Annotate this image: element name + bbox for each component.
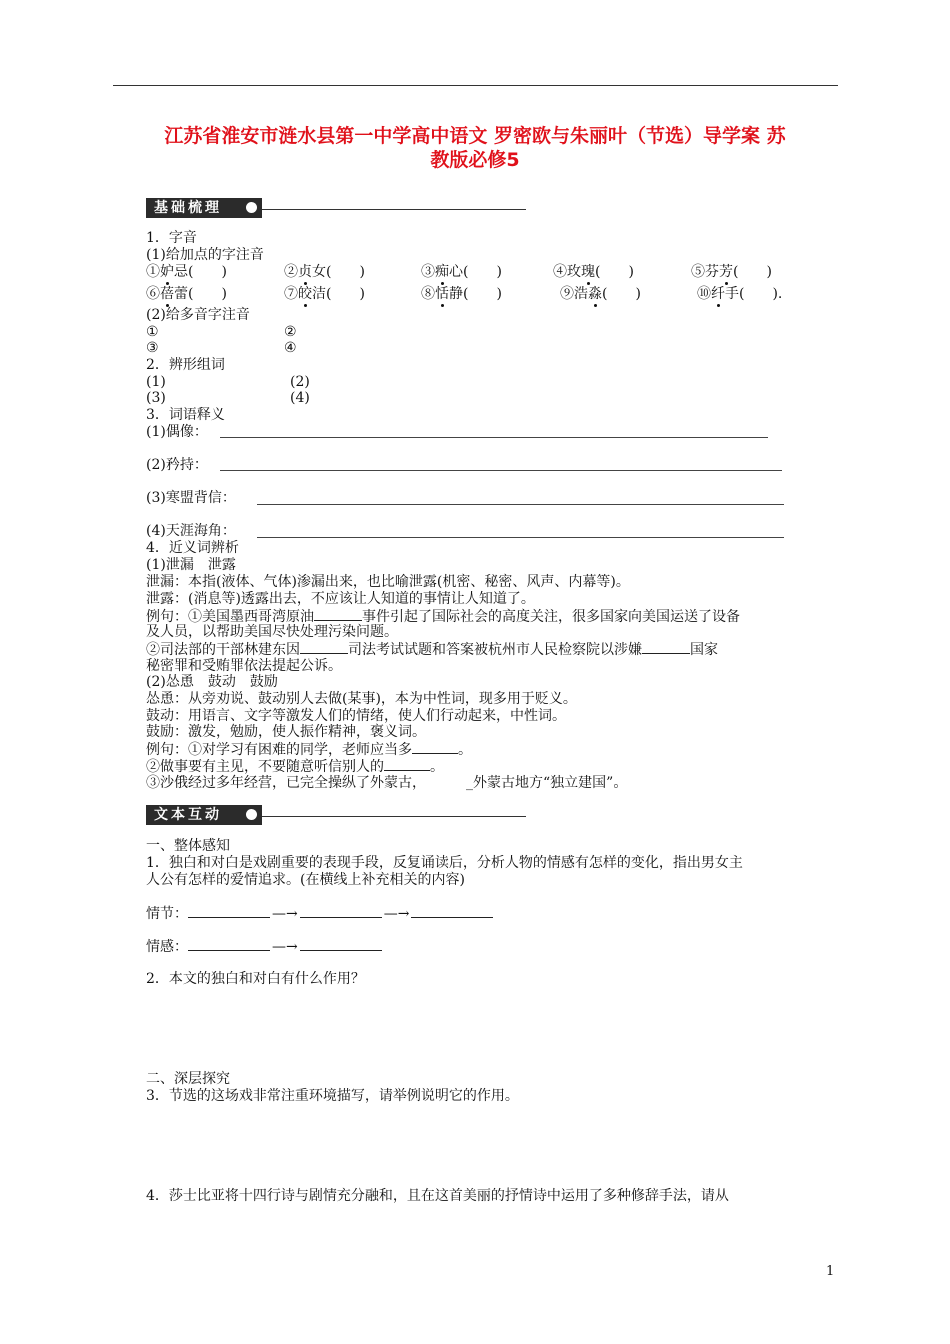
polyphone-1: ① xyxy=(146,324,159,340)
example-1: 例句：①美国墨西哥湾原油 事件引起了国际社会的高度关注，很多国家向美国运送了设备 xyxy=(146,609,740,625)
example-5: ③沙俄经过多年经营，已完全操纵了外蒙古， _外蒙古地方“独立建国”。 xyxy=(146,775,628,791)
definition-songyong: 怂恿：从旁劝说、鼓动别人去做(某事)，本为中性词，现多用于贬义。 xyxy=(146,691,577,707)
polyphone-3: ③ xyxy=(146,340,159,356)
emotion-blank-2[interactable] xyxy=(300,938,382,951)
blank[interactable] xyxy=(300,641,348,654)
char-item-9: ⑨浩淼( ) xyxy=(560,286,641,302)
char-item-6: ⑥蓓蕾( ) xyxy=(146,286,227,302)
definition-xielou-1: 泄漏：本指(液体、气体)渗漏出来，也比喻泄露(机密、秘密、风声、内幕等)。 xyxy=(146,574,630,590)
answer-line-4[interactable] xyxy=(257,537,784,538)
arrow-icon: —→ xyxy=(383,906,410,922)
form-item-3: (3) xyxy=(146,390,166,406)
sub-heading-dotted: (1)给加点的字注音 xyxy=(146,247,264,263)
blank[interactable] xyxy=(412,741,458,754)
blank[interactable] xyxy=(314,608,362,621)
plot-row: 情节： —→ —→ xyxy=(146,905,493,923)
char-item-10: ⑩纤手( ). xyxy=(697,286,783,302)
arrow-icon: —→ xyxy=(272,939,298,955)
plot-blank-2[interactable] xyxy=(300,905,382,918)
document-title-line2: 教版必修5 xyxy=(430,149,520,171)
meaning-item-4: (4)天涯海角： xyxy=(146,523,236,539)
answer-line-3[interactable] xyxy=(257,504,784,505)
form-item-4: (4) xyxy=(290,390,310,406)
synonym-pair-2: (2)怂恿 鼓动 鼓励 xyxy=(146,674,278,690)
definition-xielu: 泄露：(消息等)透露出去，不应该让人知道的事情让人知道了。 xyxy=(146,591,535,607)
question-3: 3．节选的这场戏非常注重环境描写，请举例说明它的作用。 xyxy=(146,1088,519,1104)
form-item-1: (1) xyxy=(146,374,166,390)
section-banner-text xyxy=(146,805,262,825)
char-item-2: ②贞女( ) xyxy=(284,264,365,280)
document-title-line1: 江苏省淮安市涟水县第一中学高中语文 罗密欧与朱丽叶（节选）导学案 苏 xyxy=(164,125,786,147)
part-overall: 一、整体感知 xyxy=(146,838,230,854)
answer-line-1[interactable] xyxy=(220,437,768,438)
part-deep: 二、深层探究 xyxy=(146,1071,230,1087)
char-item-4: ④玫瑰( ) xyxy=(553,264,634,280)
heading-synonyms: 4．近义词辨析 xyxy=(146,540,239,556)
polyphone-4: ④ xyxy=(284,340,297,356)
char-item-8: ⑧恬静( ) xyxy=(421,286,502,302)
char-item-5: ⑤芬芳( ) xyxy=(691,264,772,280)
definition-gudong: 鼓动：用语言、文字等激发人们的情绪，使人们行动起来，中性词。 xyxy=(146,708,566,724)
meaning-item-1: (1)偶像： xyxy=(146,424,208,440)
example-2-cont: 秘密罪和受贿罪依法提起公诉。 xyxy=(146,658,342,674)
answer-line-2[interactable] xyxy=(220,470,782,471)
plot-blank-3[interactable] xyxy=(411,905,493,918)
section-banner-basics xyxy=(146,198,262,218)
form-item-2: (2) xyxy=(290,374,310,390)
example-3: 例句：①对学习有困难的同学，老师应当多 。 xyxy=(146,742,472,758)
section-banner-label: 基础梳理 xyxy=(154,200,222,216)
banner-rule xyxy=(262,816,526,817)
meaning-item-2: (2)矜持： xyxy=(146,457,208,473)
example-2: ②司法部的干部林建东因 司法考试试题和答案被杭州市人民检察院以涉嫌 国家 xyxy=(146,642,718,658)
top-rule xyxy=(113,85,838,86)
question-1-cont: 人公有怎样的爱情追求。(在横线上补充相关的内容) xyxy=(146,872,465,888)
question-1: 1．独白和对白是戏剧重要的表现手段，反复诵读后，分析人物的情感有怎样的变化，指出男女主 xyxy=(146,855,743,871)
heading-pronunciation: 1．字音 xyxy=(146,230,197,246)
example-1-cont: 及人员，以帮助美国尽快处理污染问题。 xyxy=(146,624,398,640)
banner-rule xyxy=(262,209,526,210)
definition-guli: 鼓励：激发，勉励，使人振作精神，褒义词。 xyxy=(146,724,426,740)
char-item-7: ⑦皎洁( ) xyxy=(284,286,365,302)
page-number: 1 xyxy=(826,1264,835,1279)
question-2: 2．本文的独白和对白有什么作用？ xyxy=(146,971,365,987)
plot-blank-1[interactable] xyxy=(188,905,270,918)
heading-word-meaning: 3．词语释义 xyxy=(146,407,225,423)
banner-dot-icon xyxy=(246,202,257,213)
heading-word-forms: 2．辨形组词 xyxy=(146,357,225,373)
question-4: 4．莎士比亚将十四行诗与剧情充分融和，且在这首美丽的抒情诗中运用了多种修辞手法，请从 xyxy=(146,1188,729,1204)
blank[interactable] xyxy=(384,758,430,771)
emotion-row: 情感： —→ xyxy=(146,938,382,956)
emotion-blank-1[interactable] xyxy=(188,938,270,951)
arrow-icon: —→ xyxy=(272,906,298,922)
synonym-pair-1: (1)泄漏 泄露 xyxy=(146,557,236,573)
example-4: ②做事要有主见，不要随意听信别人的 。 xyxy=(146,759,444,775)
sub-heading-polyphone: (2)给多音字注音 xyxy=(146,307,250,323)
banner-dot-icon xyxy=(246,809,257,820)
section-banner-label: 文本互动 xyxy=(154,807,222,823)
char-item-1: ①妒忌( ) xyxy=(146,264,227,280)
meaning-item-3: (3)寒盟背信： xyxy=(146,490,236,506)
polyphone-2: ② xyxy=(284,324,297,340)
char-item-3: ③痴心( ) xyxy=(421,264,502,280)
blank[interactable] xyxy=(642,641,690,654)
